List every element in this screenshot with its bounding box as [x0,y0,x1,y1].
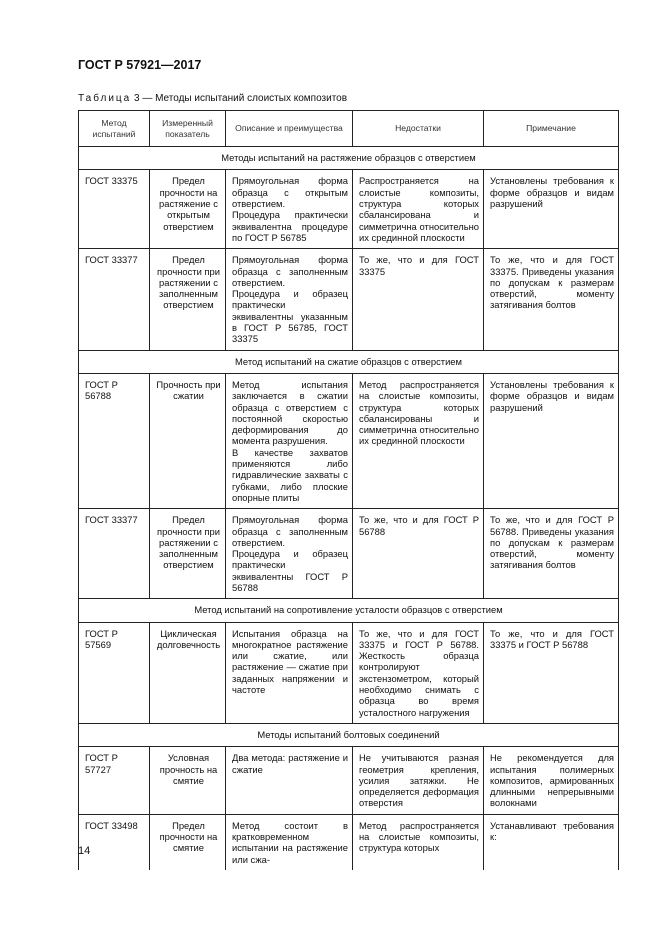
indicator-cell: Предел прочности при растяжении с заполненным отверстием [150,249,226,350]
note-cell: Не рекомендуется для испытания полимерных композитов, армированных длинными непрерывными волокнами [484,747,619,814]
description-cell [226,622,353,723]
table-row [79,622,619,723]
table-row [79,814,619,870]
header-indicator: Измеренный показатель [150,111,226,147]
method-cell: ГОСТ 33377 [79,509,150,599]
note-cell: То же, что и для ГОСТ 33375. Приведены указания по допускам к размерам отверстий, моменту затягивания болтов [484,249,619,350]
header-method: Метод испытаний [79,111,150,147]
note-cell: Установлены требования к форме образцов и видам разрушений [484,373,619,508]
method-cell: ГОСТ Р 57727 [79,747,150,814]
description-paragraph: Процедура и образец практически эквивалентны указанным в ГОСТ Р 56785, ГОСТ 33375 [232,288,348,345]
description-cell [226,747,353,814]
section-row [79,350,619,373]
description-paragraph: Испытания образца на многократное растяжение или сжатие, или растяжение — сжатие при заданных напряжении и частоте [232,627,348,696]
method-cell: ГОСТ 33375 [79,170,150,249]
table-row [79,747,619,814]
indicator-cell: Прочность при сжатии [150,373,226,508]
section-row [79,147,619,170]
description-paragraph: Прямоугольная форма образца с заполненным отверстием. [232,254,348,288]
page-number: 14 [78,845,91,857]
drawbacks-cell: То же, что и для ГОСТ Р 56788 [353,509,484,599]
description-paragraph: В качестве захватов применяются либо гидравлические захваты с губками, либо плоские опорные плиты [232,446,348,503]
section-title: Методы испытаний на растяжение образцов с отверстием [79,147,619,170]
indicator-cell: Предел прочности на растяжение с открытым отверстием [150,170,226,249]
header-note: Примечание [484,111,619,147]
description-paragraph: Метод состоит в кратковременном испытании на растяжение или сжа- [232,819,348,865]
method-cell: ГОСТ Р 56788 [79,373,150,508]
description-paragraph: Процедура практически эквивалентна процедуре по ГОСТ Р 56785 [232,209,348,243]
description-cell [226,373,353,508]
section-title: Метод испытаний на сопротивление усталости образцов с отверстием [79,599,619,622]
table-header-row [79,111,619,147]
method-cell: ГОСТ 33377 [79,249,150,350]
drawbacks-cell: То же, что и для ГОСТ 33375 и ГОСТ Р 56788. Жесткость образца контролируют экстензометром, который необходимо снимать с образца во время усталостного нагружения [353,622,484,723]
table-caption [78,93,347,104]
description-paragraph: Прямоугольная форма образца с заполненным отверстием. [232,514,348,548]
indicator-cell: Предел прочности на смятие [150,814,226,870]
description-cell [226,249,353,350]
description-paragraph: Метод испытания заключается в сжатии образца с отверстием с постоянной скоростью деформирования до момента разрушения. [232,378,348,447]
caption-title: 3 — Методы испытаний слоистых композитов [131,93,348,104]
section-row [79,599,619,622]
note-cell: Установлены требования к форме образцов и видам разрушений [484,170,619,249]
indicator-cell: Циклическая долговечность [150,622,226,723]
indicator-cell: Условная прочность на смятие [150,747,226,814]
description-paragraph: Два метода: растяжение и сжатие [232,752,348,775]
method-cell: ГОСТ Р 57569 [79,622,150,723]
drawbacks-cell: То же, что и для ГОСТ 33375 [353,249,484,350]
description-cell [226,509,353,599]
table-body [79,147,619,870]
description-cell [226,170,353,249]
note-cell: То же, что и для ГОСТ 33375 и ГОСТ Р 56788 [484,622,619,723]
section-title: Методы испытаний болтовых соединений [79,723,619,746]
drawbacks-cell: Метод распространяется на слоистые композиты, структура которых [353,814,484,870]
table-row [79,509,619,599]
description-cell [226,814,353,870]
note-cell: То же, что и для ГОСТ Р 56788. Приведены указания по допускам к размерам отверстий, моменту затягивания болтов [484,509,619,599]
table-row [79,249,619,350]
indicator-cell: Предел прочности при растяжении с заполненным отверстием [150,509,226,599]
method-cell: ГОСТ 33498 [79,814,150,870]
header-description: Описание и преимущества [226,111,353,147]
table-row [79,170,619,249]
document-code: ГОСТ Р 57921—2017 [78,58,202,72]
drawbacks-cell: Не учитываются разная геометрия крепления, усилия затяжки. Не определяется деформация отверстия [353,747,484,814]
section-title: Метод испытаний на сжатие образцов с отверстием [79,350,619,373]
methods-table [78,110,619,870]
drawbacks-cell: Метод распространяется на слоистые композиты, структура которых сбалансированы и симметрична относительно их срединной плоскости [353,373,484,508]
header-drawbacks: Недостатки [353,111,484,147]
note-cell: Устанавливают требования к: [484,814,619,870]
description-paragraph: Прямоугольная форма образца с открытым отверстием. [232,175,348,210]
drawbacks-cell: Распространяется на слоистые композиты, структура которых сбалансирована и симметрична относительно их срединной плоскости [353,170,484,249]
caption-prefix: Таблица [78,93,132,104]
table-row [79,373,619,508]
section-row [79,723,619,746]
description-paragraph: Процедура и образец практически эквивалентны ГОСТ Р 56788 [232,548,348,593]
